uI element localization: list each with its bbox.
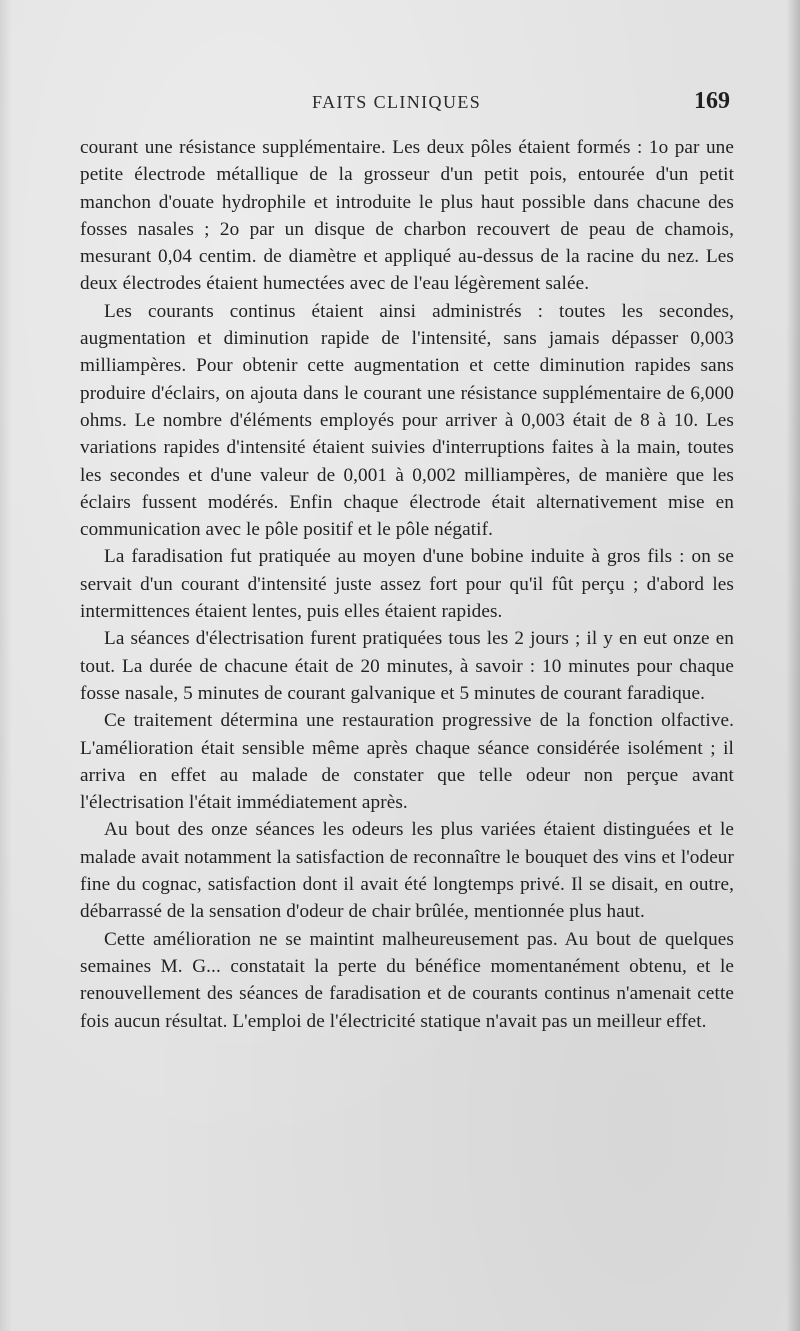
paragraph-7: Cette amélioration ne se maintint malheureusement pas. Au bout de quelques semaines M. G... constatait la perte du bénéfice momentanément obtenu, et le renouvellement des séances de faradisation et de courants continus n'amenait cette fois aucun résultat. L'emploi de l'électricité statique n'avait pas un meilleur effet.: [80, 928, 734, 1032]
page-right-shadow: [786, 0, 800, 1331]
page-number: 169: [694, 88, 730, 114]
body-text: [80, 134, 734, 1035]
paragraph-4: La séances d'électrisation furent pratiquées tous les 2 jours ; il y en eut onze en tout. La durée de chacune était de 20 minutes, à savoir : 10 minutes pour chaque fosse nasale, 5 minutes de courant galvanique et 5 minutes de courant faradique.: [80, 628, 734, 704]
running-title: FAITS CLINIQUES: [312, 92, 482, 112]
paragraph-5: Ce traitement détermina une restauration progressive de la fonction olfactive. L'amélioration était sensible même après chaque séance considérée isolément ; il arriva en effet au malade de constater que telle odeur non perçue avant l'électrisation l'était immédiatement après.: [80, 710, 734, 814]
paragraph-6: Au bout des onze séances les odeurs les plus variées étaient distinguées et le malade avait notamment la satisfaction de reconnaître le bouquet des vins et l'odeur fine du cognac, satisfaction dont il avait été longtemps privé. Il se disait, en outre, débarrassé de la sensation d'odeur de chair brûlée, mentionnée plus haut.: [80, 819, 734, 923]
paragraph-3: La faradisation fut pratiquée au moyen d'une bobine induite à gros fils : on se servait d'un courant d'intensité juste assez fort pour qu'il fût perçu ; d'abord les intermittences étaient lentes, puis elles étaient rapides.: [80, 546, 734, 623]
page-left-shadow: [0, 0, 12, 1331]
paragraph-2: Les courants continus étaient ainsi administrés : toutes les secondes, augmentation et diminution rapide de l'intensité, sans jamais dépasser 0,003 milliampères. Pour obtenir cette augmentation et cette diminution rapides sans produire d'éclairs, on ajouta dans le courant une résistance supplémentaire de 6,000 ohms. Le nombre d'éléments employés pour arriver à 0,003 était de 8 à 10. Les variations rapides d'intensité étaient suivies d'interruptions faites à la main, toutes les secondes et d'une valeur de 0,001 à 0,002 milliampères, de manière que les éclairs fussent modérés. Enfin chaque électrode était alternativement mise en communication avec le pôle positif et le pôle négatif.: [80, 300, 734, 541]
paragraph-1: courant une résistance supplémentaire. Les deux pôles étaient formés : 1o par une petite électrode métallique de la grosseur d'un petit pois, entourée d'un petit manchon d'ouate hydrophile et introduite le plus haut possible dans chacune des fosses nasales ; 2o par un disque de charbon recouvert de peau de chamois, mesurant 0,04 centim. de diamètre et appliqué au-dessus de la racine du nez. Les deux électrodes étaient humectées avec de l'eau légèrement salée.: [80, 137, 734, 295]
page-header: [80, 88, 730, 120]
